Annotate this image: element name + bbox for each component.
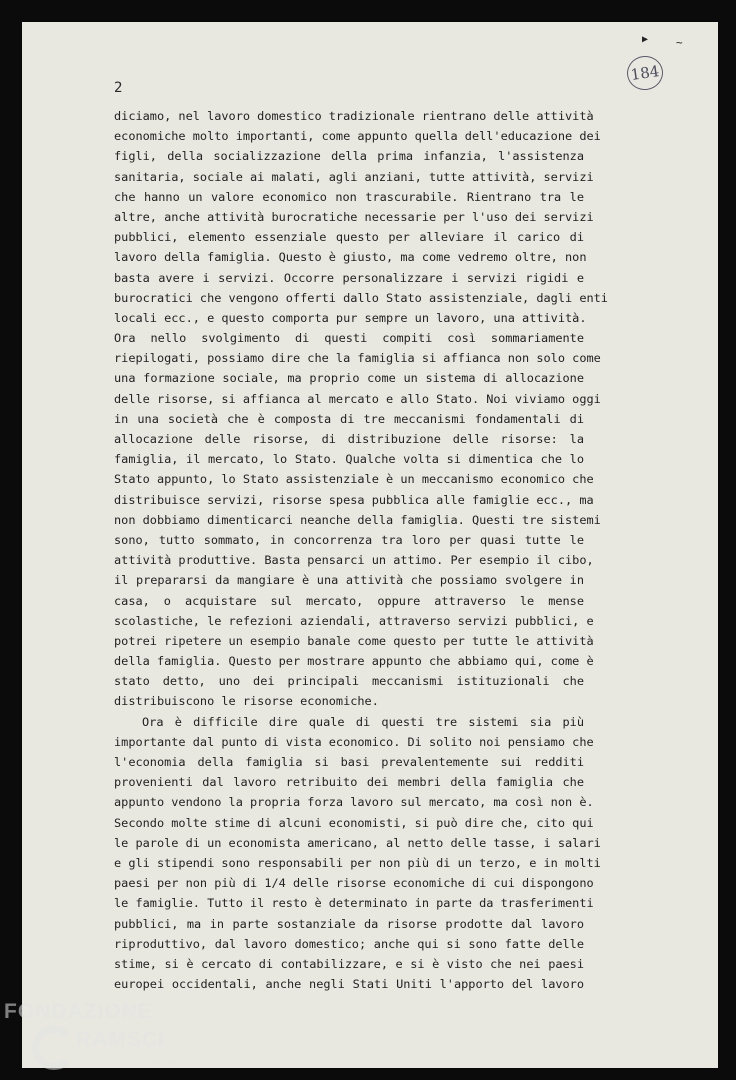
corner-mark: ▶ (642, 34, 649, 45)
text-line: figli, della socializzazione della prima infanzia, l'assistenza (114, 149, 584, 164)
watermark-g-logo-icon (32, 1026, 76, 1070)
text-line: economiche molto importanti, come appunto quella dell'educazione dei (114, 129, 601, 144)
text-line: Stato appunto, lo Stato assistenziale è un meccanismo economico che (114, 472, 594, 487)
text-line: locali ecc., e questo comporta pur sempre un lavoro, una attività. (114, 310, 587, 325)
text-line: Ora nello svolgimento di questi compiti così sommariamente (114, 331, 584, 346)
fondazione-gramsci-watermark (4, 1000, 204, 1075)
text-line: importante dal punto di vista economico. Di solito noi pensiamo che (114, 734, 594, 749)
page-number: 2 (114, 80, 123, 96)
text-line: famiglia, il mercato, lo Stato. Qualche volta si dimentica che lo (114, 452, 584, 467)
text-line: riproduttivo, dal lavoro domestico; anche qui si sono fatte delle (114, 936, 584, 951)
text-line: diciamo, nel lavoro domestico tradizionale rientrano delle attività (114, 109, 594, 123)
text-line: che hanno un valore economico non trascurabile. Rientrano tra le (114, 189, 584, 204)
watermark-onlus: onlus (154, 1056, 176, 1066)
text-line: non dobbiamo dimenticarci neanche della famiglia. Questi tre sistemi (114, 512, 601, 527)
text-line: distribuiscono le risorse economiche. (114, 694, 379, 709)
text-line: attività produttive. Basta pensarci un attimo. Per esempio il cibo, (114, 553, 594, 568)
text-line: potrei ripetere un esempio banale come questo per tutte le attività (114, 633, 594, 648)
text-line: paesi per non più di 1/4 delle risorse economiche di cui dispongono (114, 876, 594, 891)
text-line: stime, si è cercato di contabilizzare, e si è visto che nei paesi (114, 956, 584, 971)
text-line: e gli stipendi sono responsabili per non più di un terzo, e in molti (114, 855, 601, 870)
text-line: basta avere i servizi. Occorre personalizzare i servizi rigidi e (114, 270, 584, 285)
text-line: sono, tutto sommato, in concorrenza tra loro per quasi tutte le (114, 532, 584, 547)
text-line: provenienti dal lavoro retribuito dei membri della famiglia che (114, 775, 584, 790)
text-line: europei occidentali, anche negli Stati Uniti l'apporto del lavoro (114, 977, 584, 992)
text-line: il prepararsi da mangiare è una attività che possiamo svolgere in (114, 573, 584, 588)
text-line: appunto vendono la propria forza lavoro sul mercato, ma così non è. (114, 795, 594, 810)
text-line: burocratici che vengono offerti dallo Stato assistenziale, dagli enti (114, 290, 608, 305)
archive-number-stamp: 184 (625, 54, 665, 93)
text-line: sanitaria, sociale ai malati, agli anziani, tutte attività, servizi (114, 169, 594, 184)
watermark-line2: RAMSCI (76, 1028, 165, 1051)
text-line: le famiglie. Tutto il resto è determinato in parte da trasferimenti (114, 896, 594, 911)
text-line: distribuisce servizi, risorse spesa pubblica alle famiglie ecc., ma (114, 492, 594, 507)
text-line: stato detto, uno dei principali meccanismi istituzionali che (114, 674, 584, 689)
text-line: casa, o acquistare sul mercato, oppure attraverso le mense (114, 593, 584, 608)
text-line: le parole di un economista americano, al netto delle tasse, i salari (114, 835, 601, 850)
text-line: delle risorse, si affianca al mercato e allo Stato. Noi viviamo oggi (114, 391, 601, 406)
document-page (22, 22, 718, 1068)
text-line: della famiglia. Questo per mostrare appunto che abbiamo qui, come è (114, 654, 594, 669)
text-line: allocazione delle risorse, di distribuzione delle risorse: la (114, 432, 584, 446)
text-line: Ora è difficile dire quale di questi tre sistemi sia più (142, 714, 584, 729)
corner-mark: ~ (676, 36, 683, 49)
text-line: l'economia della famiglia si basi prevalentemente sui redditi (114, 755, 584, 769)
text-line: scolastiche, le refezioni aziendali, attraverso servizi pubblici, e (114, 613, 594, 628)
watermark-line1: FONDAZIONE (4, 1000, 153, 1023)
text-line: lavoro della famiglia. Questo è giusto, ma come vedremo oltre, non (114, 250, 587, 265)
text-line: pubblici, elemento essenziale questo per alleviare il carico di (114, 230, 584, 245)
text-line: Secondo molte stime di alcuni economisti, si può dire che, cito qui (114, 815, 594, 830)
text-line: una formazione sociale, ma proprio come un sistema di allocazione (114, 371, 584, 386)
text-line: pubblici, ma in parte sostanziale da risorse prodotte dal lavoro (114, 916, 584, 931)
text-line: riepilogati, possiamo dire che la famiglia si affianca non solo come (114, 351, 601, 366)
text-line: in una società che è composta di tre meccanismi fondamentali di (114, 411, 584, 426)
text-line: altre, anche attività burocratiche necessarie per l'uso dei servizi (114, 209, 594, 224)
body-text (114, 106, 608, 994)
